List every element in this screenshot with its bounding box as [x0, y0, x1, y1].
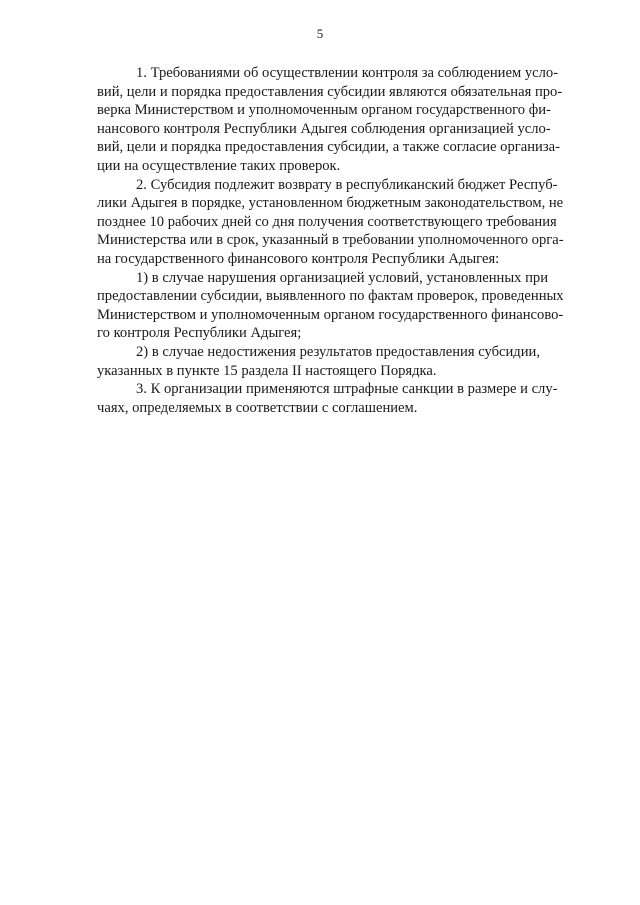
text-line: чаях, определяемых в соответствии с соглашением.: [97, 399, 418, 416]
page-number: 5: [316, 26, 324, 41]
text-line: 3. К организации применяются штрафные санкции в размере и слу-: [136, 381, 558, 398]
paragraph: [97, 64, 563, 176]
text-line: 1) в случае нарушения организацией условий, установленных при: [136, 269, 549, 286]
paragraph: [97, 343, 540, 380]
text-line: 2. Субсидия подлежит возврату в республиканский бюджет Респуб-: [136, 176, 558, 193]
text-line: 1. Требованиями об осуществлении контроля за соблюдением усло-: [136, 65, 559, 81]
text-line: на государственного финансового контроля Республики Адыгея:: [97, 250, 500, 267]
text-line: лики Адыгея в порядке, установленном бюджетным законодательством, не: [97, 195, 564, 212]
paragraph: [97, 380, 558, 417]
text-line: верка Министерством и уполномоченным органом государственного фи-: [97, 102, 551, 119]
text-line: Министерства или в срок, указанный в требовании уполномоченного орга-: [97, 232, 564, 249]
text-line: го контроля Республики Адыгея;: [97, 325, 302, 342]
text-line: позднее 10 рабочих дней со дня получения соответствующего требования: [97, 213, 557, 230]
paragraph: [97, 176, 564, 269]
document-body: [97, 64, 564, 417]
text-line: вий, цели и порядка предоставления субсидии являются обязательная про-: [97, 83, 563, 100]
text-line: нансового контроля Республики Адыгея соблюдения организацией усло-: [97, 120, 551, 137]
text-line: Министерством и уполномоченным органом государственного финансово-: [97, 306, 564, 323]
text-line: 2) в случае недостижения результатов предоставления субсидии,: [136, 343, 540, 360]
text-line: предоставлении субсидии, выявленного по фактам проверок, проведенных: [97, 288, 564, 305]
text-line: ции на осуществление таких проверок.: [97, 157, 341, 174]
text-line: вий, цели и порядка предоставления субсидии, а также согласие организа-: [97, 139, 560, 156]
paragraph: [97, 269, 564, 343]
text-line: указанных в пункте 15 раздела II настоящего Порядка.: [97, 362, 437, 379]
